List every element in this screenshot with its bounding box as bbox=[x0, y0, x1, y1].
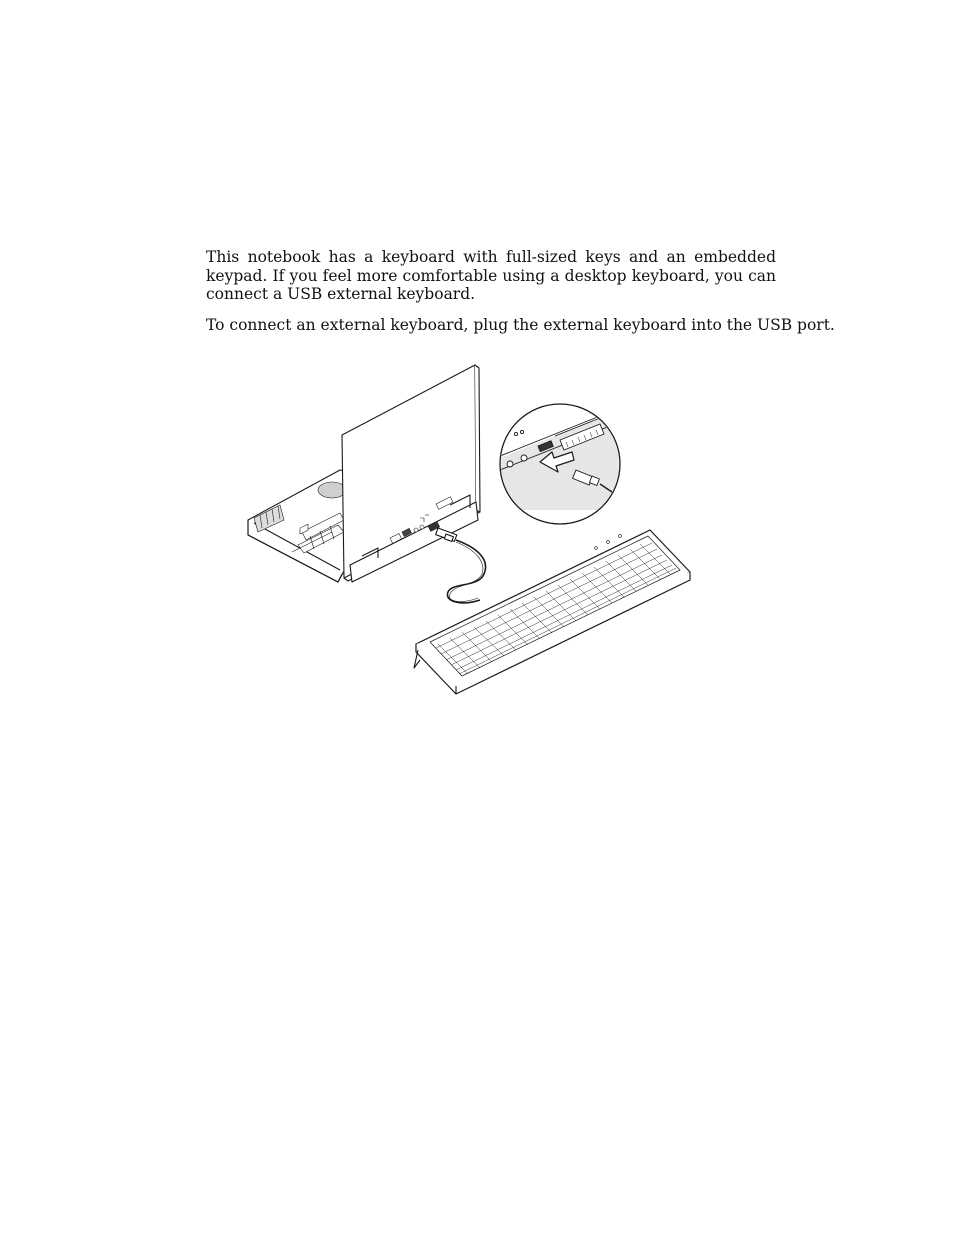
external-keyboard bbox=[414, 530, 690, 694]
paragraph-instruction: To connect an external keyboard, plug the external keyboard into the USB port. bbox=[206, 315, 835, 334]
port-zoom-inset bbox=[495, 404, 624, 524]
body-text bbox=[206, 248, 835, 334]
usb-keyboard-illustration bbox=[240, 360, 700, 700]
paragraph-intro: This notebook has a keyboard with full-sized keys and an embedded keypad. If you feel more comfortable using a desktop keyboard, you can connect a USB external keyboard. bbox=[206, 248, 776, 303]
usb-cable bbox=[436, 528, 486, 603]
notebook-laptop bbox=[248, 365, 480, 582]
